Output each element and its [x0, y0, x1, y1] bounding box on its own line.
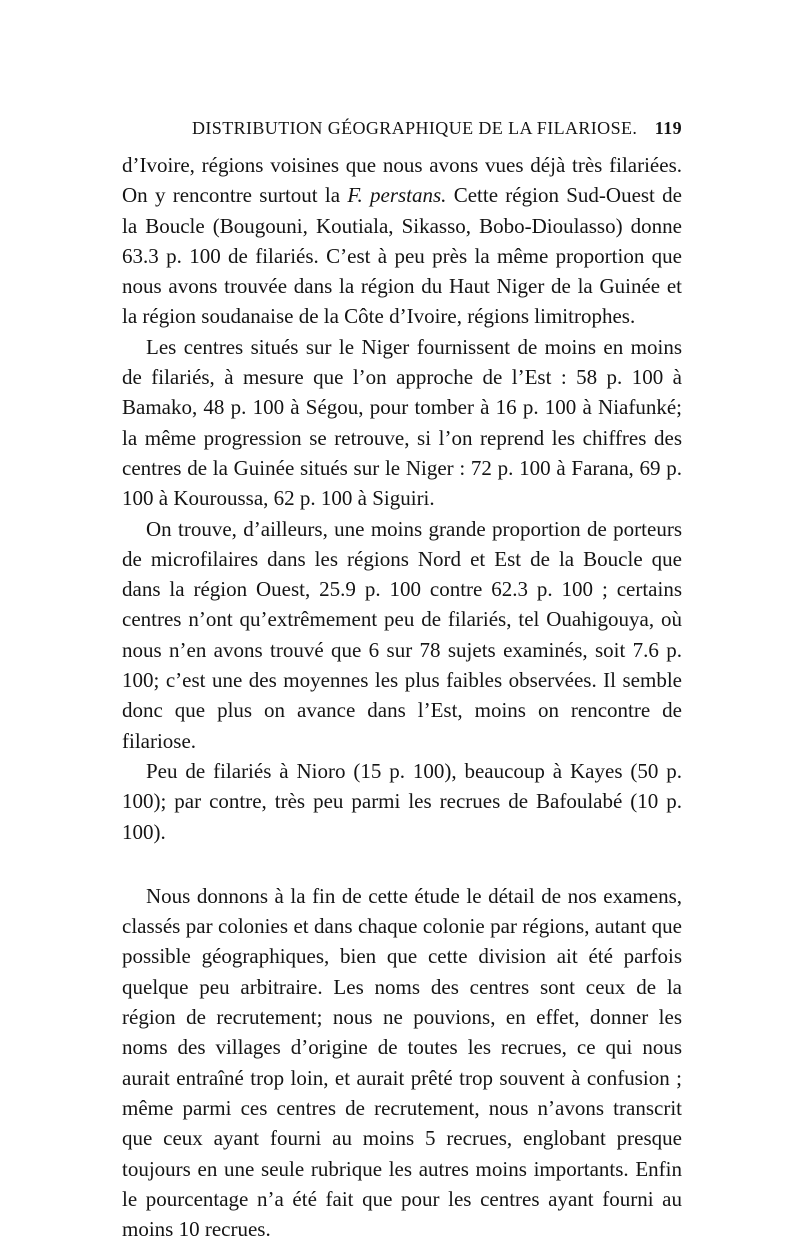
paragraph-1-text-a: d’Ivoire, régions voisines que nous avons vues déjà très filariées. On y rencontre surtout la: [122, 153, 682, 208]
paragraph-1-text-b: Cette région Sud-Ouest de la Boucle (Bougouni, Koutiala, Sikasso, Bobo-Dioulasso) donne 63.3 p. 100 de filariés. C’est à peu près la même proportion que nous avons trouvée dans la région du Haut Niger de la Guinée et la région soudanaise de la Côte d’Ivoire, régions limitrophes.: [122, 183, 682, 329]
running-head: [122, 118, 682, 144]
running-title: DISTRIBUTION GÉOGRAPHIQUE DE LA FILARIOSE.: [192, 118, 638, 138]
paragraph-4: Peu de filariés à Nioro (15 p. 100), beaucoup à Kayes (50 p. 100); par contre, très peu parmi les recrues de Bafoulabé (10 p. 100).: [122, 758, 682, 844]
paragraph-1: [122, 150, 682, 332]
book-page: [122, 118, 682, 1244]
paragraph-5: Nous donnons à la fin de cette étude le détail de nos examens, classés par colonies et dans chaque colonie par régions, autant que possible géographiques, bien que cette division ait été parfois quelque peu arbitraire. Les noms des centres sont ceux de la région de recrutement; nous ne pouvions, en effet, donner les noms des villages d’origine de toutes les recrues, ce qui nous aurait entraîné trop loin, et aurait prêté trop souvent à confusion ; même parmi ces centres de recrutement, nous n’avons transcrit que ceux ayant fourni au moins 5 recrues, englobant presque toujours en une seule rubrique les autres moins importants. Enfin le pourcentage n’a été fait que pour les centres ayant fourni au moins 10 recrues.: [122, 883, 682, 1242]
species-name-italic: F. perstans.: [347, 183, 447, 208]
paragraph-2: Les centres situés sur le Niger fournissent de moins en moins de filariés, à mesure que l’on approche de l’Est : 58 p. 100 à Bamako, 48 p. 100 à Ségou, pour tomber à 16 p. 100 à Niafunké; la même progression se retrouve, si l’on reprend les chiffres des centres de la Guinée situés sur le Niger : 72 p. 100 à Farana, 69 p. 100 à Kouroussa, 62 p. 100 à Siguiri.: [122, 334, 682, 511]
section-break: [122, 847, 682, 881]
page-number: 119: [654, 118, 682, 138]
paragraph-3: On trouve, d’ailleurs, une moins grande proportion de porteurs de microfilaires dans les régions Nord et Est de la Boucle que dans la région Ouest, 25.9 p. 100 contre 62.3 p. 100 ; certains centres n’ont qu’extrêmement peu de filariés, tel Ouahigouya, où nous n’en avons trouvé que 6 sur 78 sujets examinés, soit 7.6 p. 100; c’est une des moyennes les plus faibles observées. Il semble donc que plus on avance dans l’Est, moins on rencontre de filariose.: [122, 516, 682, 753]
